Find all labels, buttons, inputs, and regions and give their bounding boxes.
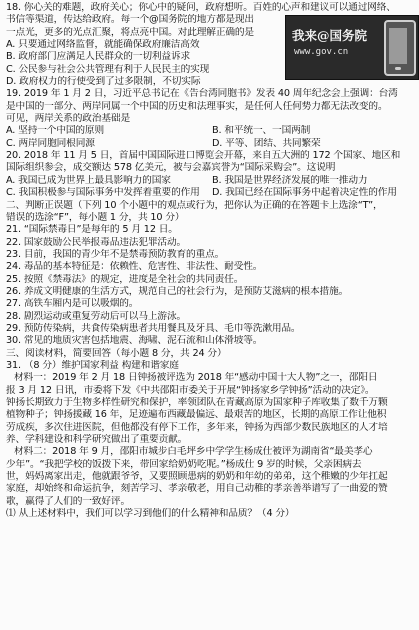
tf-item-30: 30. 常见的地质灾害包括地震、海啸、泥石流和山体滑坡等。	[6, 335, 263, 347]
material2-line-5: 歌，赢得了人们的一致好评。	[6, 495, 130, 507]
q19-line-1: 19. 2019 年 1 月 2 日，习近平总书记在《告台湾同胞书》发表 40 周年纪念会上强调：台湾	[6, 88, 398, 100]
material2-line-1: 材料二：2018 年 9 月，邵阳市城步白毛坪乡中学学生杨成仕被评为湖南省“最美孝心	[14, 446, 373, 458]
material1-line-5: 劳成疾，多次住进医院，但他都没有停下工作，多年来，钟扬为西部少数民族地区的人才培	[6, 421, 388, 433]
q20-option-a: A. 我国已成为世界上最具影响力的国家	[6, 174, 171, 186]
q31-subquestion-1: ⑴ 从上述材料中，我们可以学习到他们的什么精神和品质？（4 分）	[6, 508, 295, 520]
material1-line-4: 植物种子；钟扬援藏 16 年，足迹遍布西藏最偏远、最艰苦的地区，长期的高原工作让他积	[6, 409, 387, 421]
q20-line-2: 国际组织参会，成交额达 578 亿美元，被与会嘉宾誉为“国际采购会”。这说明	[6, 162, 336, 174]
q19-line-2: 是中国的一部分、两岸同属一个中国的历史和法理事实，是任何人任何势力都无法改变的。	[6, 100, 388, 112]
section2-title: 二、判断正误题（下列 10 个小题中的观点或行为，把你认为正确的在答题卡上选涂“T”，	[6, 199, 383, 211]
gov-image-title: 我来@国务院	[292, 28, 368, 43]
q20-line-1: 20. 2018 年 11 月 5 日，首届中国国际进口博览会开幕，来自五大洲的 172 个国家、地区和	[6, 150, 401, 162]
q19-option-d: D. 平等、团结、共同繁荣	[212, 137, 321, 149]
q31-title: 31. （8 分）维护国家利益 构建和谐家庭	[6, 359, 179, 371]
material1-line-3: 钟扬长期致力于生物多样性研究和保护，率领团队在青藏高原为国家种子库收集了数千万颗	[6, 397, 388, 408]
tf-item-23: 23. 目前，我国的青少年不是禁毒预防教育的重点。	[6, 248, 225, 260]
gov-portal-image	[285, 15, 419, 80]
phone-icon	[384, 20, 416, 76]
q18-option-a: A. 只要通过网络监督，就能确保政府廉洁高效	[6, 39, 200, 51]
q18-line-1: 18. 你心关的难题，政府关心；你心中的疑问，政府想听。百姓的心声和建议可以通过网络、	[6, 2, 396, 13]
q20-option-d: D. 我国已经在国际事务中起着决定性的作用	[212, 187, 397, 199]
section2-title-cont: 错误的选涂“F”，每小题 1 分，共 10 分）	[6, 211, 185, 223]
q19-option-b: B. 和平统一、一国两制	[212, 125, 311, 137]
section-true-false	[6, 200, 413, 348]
material1-line-1: 材料一：2019 年 2 月 18 日钟扬被评选为 2018 年“感动中国十大人物”之一，邵阳日	[14, 372, 378, 384]
q19-option-a: A. 坚持一个中国的原则	[6, 125, 105, 137]
material2-line-2: 少年”。“我把学校的饭拨下来，带回家给奶奶吃呢。”杨成仕 9 岁的时候，父亲困病去	[6, 458, 362, 470]
material2-line-3: 世，妈妈离家出走，他就跟爷爷，又要照顾患病的奶奶和年幼的弟弟，这个稚嫩的少年扛起	[6, 471, 388, 483]
question-20	[6, 150, 413, 199]
material1-line-6: 养、学科建设和科学研究做出了重要贡献。	[6, 434, 188, 446]
tf-item-28: 28. 剧烈运动或重复劳动后可以马上游泳。	[6, 310, 187, 322]
section-reading	[6, 348, 413, 521]
q18-option-c: C. 公民参与社会公共管理有利于人民民主的实现	[6, 63, 210, 75]
tf-item-27: 27. 高铁车厢内是可以吸烟的。	[6, 298, 139, 310]
q18-option-b: B. 政府部门应满足人民群众的一切利益诉求	[6, 51, 191, 63]
q19-line-3: 可见，两岸关系的政治基础是	[6, 113, 130, 125]
question-18	[6, 2, 413, 88]
q20-option-c: C. 我国积极参与国际事务中发挥着重要的作用	[6, 187, 200, 199]
gov-image-url: www.gov.cn	[294, 47, 349, 57]
tf-item-25: 25. 按照《禁毒法》的规定，进度是全社会的共同责任。	[6, 273, 244, 285]
q18-line-3: 一点光，更多的光点汇聚，将点亮中国。对此理解正确的是	[6, 26, 254, 38]
section3-title: 三、阅读材料，简要回答（每小题 8 分，共 24 分）	[6, 347, 227, 359]
tf-item-29: 29. 预防传染病，共食传染病患者共用餐具及牙具、毛巾等洗漱用品。	[6, 322, 301, 334]
tf-item-21: 21. “国际禁毒日”是每年的 5 月 12 日。	[6, 224, 178, 236]
q18-option-d: D. 政府权力的行使受到了过多限制，不切实际	[6, 76, 201, 88]
q20-option-b: B. 我国是世界经济发展的唯一推动力	[212, 174, 368, 186]
material1-line-2: 报 3 月 12 日讯，市委将下发《中共邵阳市委关于开展“钟扬家乡学钟扬”活动的决定》。	[6, 384, 375, 396]
tf-item-24: 24. 毒品的基本特征是：依赖性、危害性、非法性、耐受性。	[6, 261, 263, 273]
material2-line-4: 家庭，却始终和命运抗争，刻苦学习、孝亲敬老，用自己动稚的孝亲善举谱写了一曲爱的赞	[6, 483, 388, 495]
q18-line-2: 书信等渠道，传达给政府。每一个@国务院的地方都是现出	[6, 14, 254, 26]
q19-option-c: C. 两岸同胞同根同源	[6, 137, 95, 149]
question-19	[6, 88, 413, 150]
tf-item-22: 22. 国家鼓励公民举报毒品违法犯罪活动。	[6, 236, 187, 248]
tf-item-26: 26. 养成文明健康的生活方式，规范自己的社会行为，是预防艾滋病的根本措施。	[6, 285, 349, 297]
